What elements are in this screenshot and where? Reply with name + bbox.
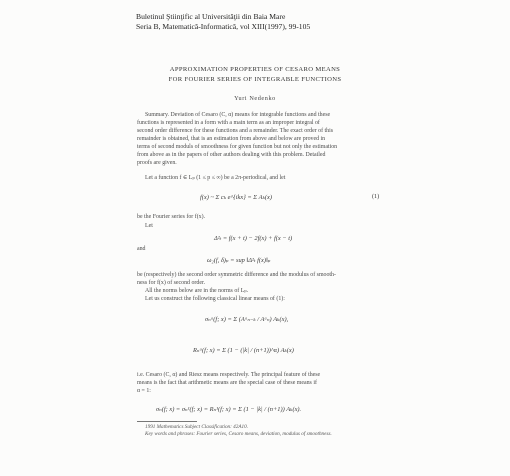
body-text-ie: α = 1: bbox=[137, 388, 151, 394]
body-text-respectively: be (respectively) the second order symmetric difference and the modulus of smooth- bbox=[137, 272, 336, 278]
equation-riesz-means: Rₙᵅ(f; x) = Σ (1 − (|k| / (n+1))^α) Aₖ(x) bbox=[193, 347, 294, 354]
body-text-ie: means is the fact that arithmetic means are the special case of these means if bbox=[137, 380, 317, 386]
footnote-keywords: Key words and phrases: Fourier series, Cesaro means, deviation, modulus of smoothness. bbox=[145, 431, 332, 437]
journal-header-line1: Buletinul Ştiinţific al Universităţii din Baia Mare bbox=[136, 12, 286, 21]
equation-second-difference: Δ²ₜ = f(x + t) − 2f(x) + f(x − t) bbox=[214, 235, 293, 242]
summary-line: functions is represented in a form with a main term as an improper integral of bbox=[137, 120, 320, 126]
equation-number: (1) bbox=[372, 193, 380, 200]
paper-title-line1: APPROXIMATION PROPERTIES OF CESARO MEANS bbox=[169, 66, 341, 73]
equation-modulus-smoothness: ω₂(f, δ)ₚ = sup ‖Δ²ₜ f(x)‖ₚ bbox=[207, 257, 271, 264]
summary-line: proofs are given. bbox=[137, 160, 177, 166]
body-text-fourier: be the Fourier series for f(x). bbox=[137, 214, 206, 220]
footnote-rule bbox=[137, 421, 197, 422]
equation-arithmetic-means: σₙ(f; x) = σₙ¹(f; x) = Rₙ¹(f; x) = Σ (1 − |k| / (n+1)) Aₖ(x). bbox=[156, 406, 302, 413]
body-text-construct: Let us construct the following classical linear means of (1): bbox=[145, 296, 285, 302]
summary-line: Summary. Deviation of Cesaro (C, α) means for integrable functions and these bbox=[145, 112, 331, 118]
body-text-let: Let bbox=[145, 223, 153, 229]
body-text-norms: All the norms below are in the norms of Lₚ. bbox=[145, 288, 249, 294]
body-text-let-function: Let a function f ∈ Lₚ (1 ≤ p ≤ ∞) be a 2π-periodical, and let bbox=[145, 175, 286, 181]
summary-line: terms of second moduls of smoothness for given function but not only the estimation bbox=[137, 144, 338, 150]
footnote-msc: 1991 Mathematics Subject Classification: 42A10. bbox=[145, 424, 249, 430]
body-text-and: and bbox=[137, 246, 146, 252]
paper-title-line2: FOR FOURIER SERIES OF INTEGRABLE FUNCTIONS bbox=[168, 76, 342, 83]
equation-cesaro-means: σₙᵅ(f; x) = Σ (Aᵅₙ₋ₖ / Aᵅₙ) Aₖ(x), bbox=[205, 316, 289, 323]
summary-line: remainder is obtained, that is an estimation from above and below are proved in bbox=[137, 136, 326, 142]
paper-author: Yuri Nedenko bbox=[234, 95, 276, 102]
body-text-ie: i.e. Cesaro (C, α) and Riesz means respectively. The principal feature of these bbox=[137, 372, 321, 378]
body-text-respectively: ness for f(x) of second order. bbox=[137, 280, 206, 286]
summary-line: second order difference for these functions and a remainder. The exact order of this bbox=[137, 128, 334, 134]
summary-line: from above as in the papers of other authors dealing with this problem. Detailed bbox=[137, 152, 326, 158]
equation-fourier-series: f(x) ~ Σ cₖ e^{ikx} = Σ Aₖ(x) bbox=[200, 194, 273, 201]
journal-header-line2: Seria B, Matematică-Informatică, vol XIII(1997), 99-105 bbox=[136, 22, 311, 31]
